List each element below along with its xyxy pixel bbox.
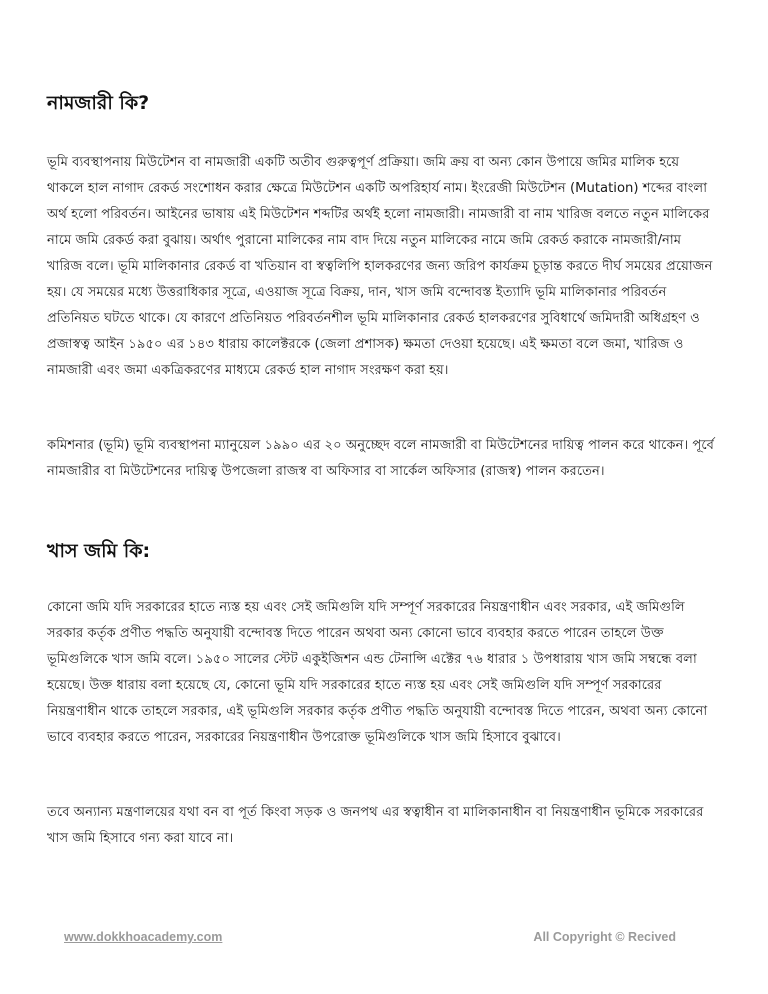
footer-website-link[interactable]: www.dokkhoacademy.com — [64, 930, 223, 944]
paragraph-namjari-definition: ভূমি ব্যবস্থাপনায় মিউটেশন বা নামজারী একটি অতীব গুরুত্বপূর্ণ প্রক্রিয়া। জমি ক্রয় বা অন্য কোন উপায়ে জমির মালিক হয়ে থাকলে হাল নাগাদ রেকর্ড সংশোধন করার ক্ষেত্রে মিউটেশন একটি অপরিহার্য নাম। ইংরেজী মিউটেশন (Mutation) শব্দের বাংলা অর্থ হলো পরিবর্তন। আইনের ভাষায় এই মিউটেশন শব্দটির অর্থই হলো নামজারী। নামজারী বা নাম খারিজ বলতে নতুন মালিকের নামে জমি রেকর্ড করা বুঝায়। অর্থাৎ পুরানো মালিকের নাম বাদ দিয়ে নতুন মালিকের নামে জমি রেকর্ড করাকে নামজারী/নাম খারিজ বলে। ভূমি মালিকানার রেকর্ড বা খতিয়ান বা স্বত্বলিপি হালকরণের জন্য জরিপ কার্যক্রম চূড়ান্ত করতে দীর্ঘ সময়ের প্রয়োজন হয়। যে সময়ের মধ্যে উত্তরাধিকার সূত্রে, এওয়াজ সূত্রে বিক্রয়, দান, খাস জমি বন্দোবস্ত ইত্যাদি ভূমি মালিকানার পরিবর্তন প্রতিনিয়ত ঘটতে থাকে। যে কারণে প্রতিনিয়ত পরিবর্তনশীল ভূমি মালিকানার রেকর্ড হালকরণের সুবিধার্থে জমিদারী অধিগ্রহণ ও প্রজাস্বত্ব আইন ১৯৫০ এর ১৪৩ ধারায় কালেক্টরকে (জেলা প্রশাসক) ক্ষমতা দেওয়া হয়েছে। এই ক্ষমতা বলে জমা, খারিজ ও নামজারী এবং জমা একত্রিকরণের মাধ্যমে রেকর্ড হাল নাগাদ সংরক্ষণ করা হয়। — [47, 155, 713, 378]
section-heading-namjari: নামজারী কি? — [47, 92, 150, 114]
section-heading-khas-land: খাস জমি কি: — [47, 540, 151, 562]
footer-copyright: All Copyright © Recived — [533, 930, 676, 944]
page-footer — [0, 930, 768, 950]
paragraph-namjari-responsibility: কমিশনার (ভূমি) ভূমি ব্যবস্থাপনা ম্যানুয়েল ১৯৯০ এর ২০ অনুচ্ছেদ বলে নামজারী বা মিউটেশনের দায়িত্ব পালন করে থাকেন। পূর্বে নামজারীর বা মিউটেশনের দায়িত্ব উপজেলা রাজস্ব বা অফিসার বা সার্কেল অফিসার (রাজস্ব) পালন করতেন। — [47, 438, 714, 479]
paragraph-khas-land-definition: কোনো জমি যদি সরকারের হাতে ন্যস্ত হয় এবং সেই জমিগুলি যদি সম্পূর্ণ সরকারের নিয়ন্ত্রণাধীন এবং সরকার, এই জমিগুলি সরকার কর্তৃক প্রণীত পদ্ধতি অনুযায়ী বন্দোবস্ত দিতে পারেন অথবা অন্য কোনো ভাবে ব্যবহার করতে পারেন তাহলে উক্ত ভূমিগুলিকে খাস জমি বলে। ১৯৫০ সালের স্টেট একুইজিশন এন্ড টেনান্সি এক্টের ৭৬ ধারার ১ উপধারায় খাস জমি সম্বন্ধে বলা হয়েছে। উক্ত ধারায় বলা হয়েছে যে, কোনো ভূমি যদি সরকারের হাতে ন্যস্ত হয় এবং সেই জমিগুলি যদি সম্পূর্ণ সরকারের নিয়ন্ত্রণাধীন থাকে তাহলে সরকার, এই ভূমিগুলি সরকার কর্তৃক প্রণীত পদ্ধতি অনুযায়ী বন্দোবস্ত দিতে পারেন, অথবা অন্য কোনো ভাবে ব্যবহার করতে পারেন, সরকারের নিয়ন্ত্রণাধীন উপরোক্ত ভূমিগুলিকে খাস জমি হিসাবে বুঝাবে। — [47, 600, 708, 745]
paragraph-khas-land-exception: তবে অন্যান্য মন্ত্রণালয়ের যথা বন বা পূর্ত কিংবা সড়ক ও জনপথ এর স্বত্বাধীন বা মালিকানাধীন বা নিয়ন্ত্রণাধীন ভূমিকে সরকারের খাস জমি হিসাবে গন্য করা যাবে না। — [47, 805, 704, 846]
